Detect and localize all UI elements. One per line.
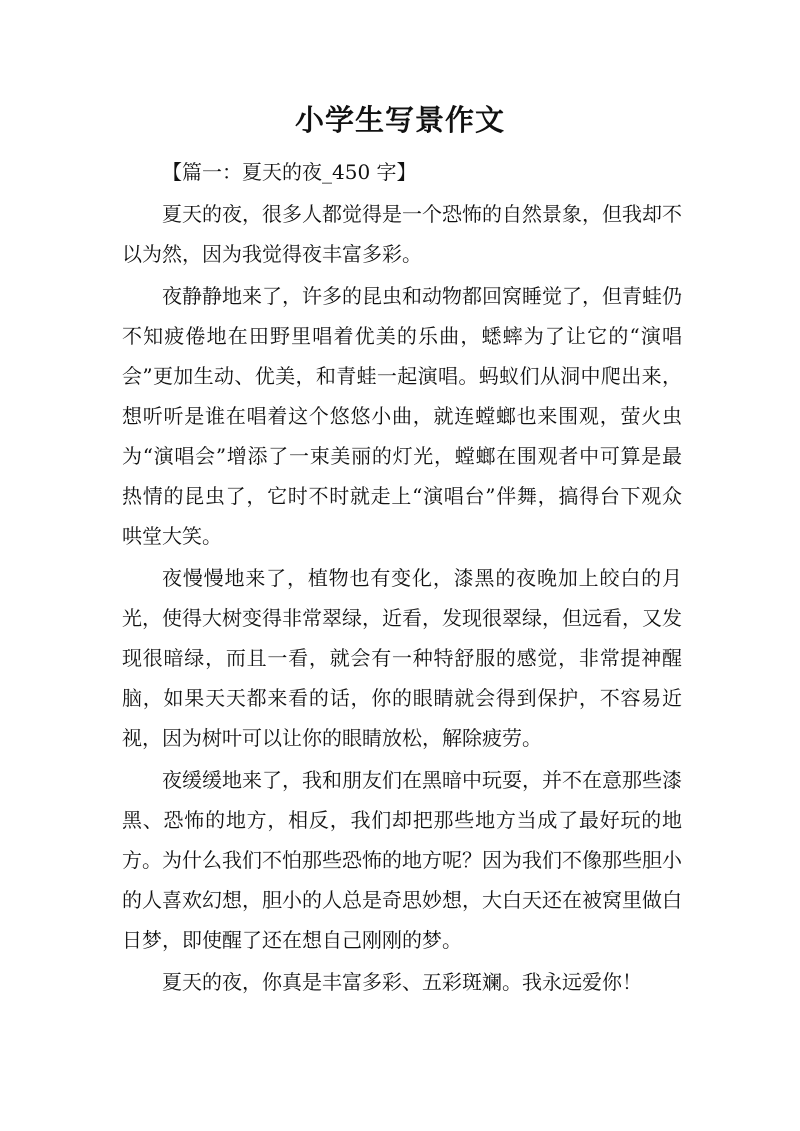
paragraph-4: 夜缓缓地来了，我和朋友们在黑暗中玩耍，并不在意那些漆黑、恐怖的地方，相反，我们却把那些地方当成了最好玩的地方。为什么我们不怕那些恐怖的地方呢？因为我们不像那些胆小的人喜欢幻想，胆小的人总是奇思妙想，大白天还在被窝里做白日梦，即使醒了还在想自己刚刚的梦。 <box>122 768 682 952</box>
article-body <box>122 152 682 1004</box>
paragraph-2: 夜静静地来了，许多的昆虫和动物都回窝睡觉了，但青蛙仍不知疲倦地在田野里唱着优美的乐曲，蟋蟀为了让它的“演唱会”更加生动、优美，和青蛙一起演唱。蚂蚁们从洞中爬出来，想听听是谁在唱着这个悠悠小曲，就连螳螂也来围观，萤火虫为“演唱会”增添了一束美丽的灯光，螳螂在围观者中可算是最热情的昆虫了，它时不时就走上“演唱台”伴舞，搞得台下观众哄堂大笑。 <box>122 284 682 548</box>
section-heading: 【篇一：夏天的夜_450 字】 <box>162 160 417 184</box>
document-title: 小学生写景作文 <box>294 103 505 137</box>
paragraph-5: 夏天的夜，你真是丰富多彩、五彩斑斓。我永远爱你！ <box>162 970 642 994</box>
paragraph-3: 夜慢慢地来了，植物也有变化，漆黑的夜晚加上皎白的月光，使得大树变得非常翠绿，近看，发现很翠绿，但远看，又发现很暗绿，而且一看，就会有一种特舒服的感觉，非常提神醒脑，如果天天都来看的话，你的眼睛就会得到保护，不容易近视，因为树叶可以让你的眼睛放松，解除疲劳。 <box>122 566 682 750</box>
paragraph-1: 夏天的夜，很多人都觉得是一个恐怖的自然景象，但我却不以为然，因为我觉得夜丰富多彩。 <box>122 202 682 266</box>
